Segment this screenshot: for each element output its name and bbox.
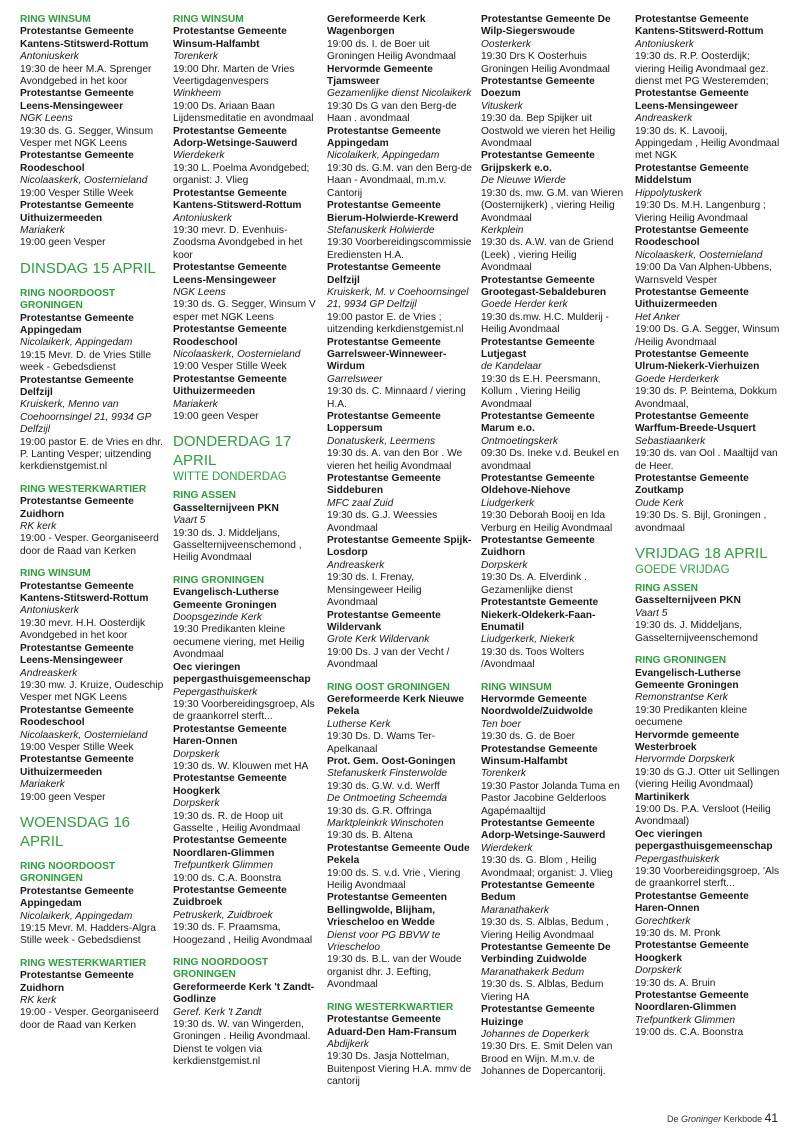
church-name: Protestantse Gemeente Warffum-Breede-Usquert <box>635 411 756 435</box>
church-name: Protestantse Gemeente Spijk-Losdorp <box>327 535 472 559</box>
spacer <box>635 645 782 655</box>
ring-heading: RING GRONINGEN <box>173 574 265 586</box>
service-detail: 19:30 ds. mw. G.M. van Wieren (Oosternijkerk) , viering Heilig Avondmaal <box>481 187 624 224</box>
location: Dorpskerk <box>635 965 682 977</box>
ring-heading: RING NOORDOOST GRONINGEN <box>20 287 116 312</box>
location: Andreaskerk <box>20 667 78 679</box>
service-detail: 19:30 ds. G.J. Weessies Avondmaal <box>327 510 438 534</box>
church-name: Hervormde Gemeente Tjamsweer <box>327 63 433 88</box>
service-detail: 19:30 ds. G.R. Offringa <box>327 805 432 817</box>
location: Lutherse Kerk <box>327 718 391 730</box>
service-detail: 19:30 ds. G.W. v.d. Werff <box>327 780 440 792</box>
service-detail: 19:30 de heer M.A. Sprenger Avondgebed in het koor <box>20 63 152 88</box>
service-detail: 19:30 ds. G. de Boer <box>481 731 576 743</box>
church-name: Protestantse Gemeente Bedum <box>481 880 595 904</box>
location: de Kandelaar <box>481 361 542 373</box>
service-detail: 19:00 geen Vesper <box>173 411 259 422</box>
location: Gorechtkerk <box>635 915 691 927</box>
church-name: Hervormde Gemeente Noordwolde/Zuidwolde <box>481 693 594 718</box>
location: Dorpskerk <box>481 559 528 571</box>
church-name: Gereformeerde Kerk 't Zandt-Godlinze <box>173 981 315 1006</box>
spacer <box>481 672 628 682</box>
spacer <box>20 474 167 484</box>
location: Antoniuskerk <box>20 51 79 63</box>
service-detail: 19:00 ds. I. de Boer uit Groningen Heilig Avondmaal <box>327 38 456 63</box>
location: Goede Herderkerk <box>635 373 719 385</box>
location: Andreaskerk <box>635 113 693 125</box>
service-detail: 19:30 Ds. S. Bijl, Groningen , avondmaal <box>635 510 767 534</box>
church-name: Protestantse Gemeente De Wilp-Siegerswoude <box>481 14 611 38</box>
church-name: Protestantse Gemeente Leens-Mensingeweer <box>20 88 134 112</box>
ring-heading: RING WESTERKWARTIER <box>20 957 147 969</box>
location: Stefanuskerk Finsterwolde <box>327 768 448 780</box>
location: Kruiskerk, M. v Coehoornsingel 21, 9934 GP Delfzijl <box>327 286 469 311</box>
service-detail: 19:00 geen Vesper <box>20 791 106 803</box>
church-name: Protestantse Gemeente Marum e.o. <box>481 411 595 435</box>
church-name: Oec vieringen pepergasthuisgemeenschap <box>173 661 311 686</box>
service-detail: 19:00 geen Vesper <box>20 237 106 249</box>
location: Dorpskerk <box>173 748 220 760</box>
location: Wierdekerk <box>173 150 225 162</box>
location: Nicolaaskerk, Oosternieland <box>20 175 148 187</box>
service-detail: 19:00 Da Van Alphen-Ubbens, Warnsveld Vesper <box>635 262 772 286</box>
service-detail: 19:00 Ds. G.A. Segger, Winsum /Heilig Avondmaal <box>635 324 780 348</box>
service-detail: 19:00 Ds. J van der Vecht / Avondmaal <box>327 646 450 671</box>
location: Hippolytuskerk <box>635 187 702 199</box>
church-name: Protestantse Gemeente Noordlaren-Glimmen <box>635 990 749 1014</box>
location: RK kerk <box>20 521 57 533</box>
service-detail: 19:30 Voorbereidingscommissie Erediensten H.A. <box>327 237 472 261</box>
church-name: Protestantse Gemeente Leens-Mensingeweer <box>635 88 749 112</box>
footer-suffix: Kerkbode <box>723 1114 763 1124</box>
church-name: Evangelisch-Lutherse Gemeente Groningen <box>635 667 741 691</box>
day-subheading: WITTE DONDERDAG <box>173 471 287 484</box>
church-name: Protestantse Gemeente Delfzijl <box>20 374 134 398</box>
location: Mariakerk <box>173 398 218 410</box>
day-heading: WOENSDAG 16 APRIL <box>20 813 131 850</box>
church-name: Protestantse Gemeente Huizinge <box>481 1004 595 1028</box>
service-detail: 19:30 Deborah Booij en Ida Verburg en Heilig Avondmaal <box>481 510 613 534</box>
church-name: Protestantse Gemeente Adorp-Wetsinge-Sauwerd <box>481 818 606 842</box>
location: Dorpskerk <box>173 798 220 810</box>
location: Doopsgezinde Kerk <box>173 612 262 624</box>
footer-prefix: De <box>667 1114 679 1124</box>
location: Torenkerk <box>173 51 218 63</box>
service-detail: 19:30 Predikanten kleine oecumene <box>635 704 748 729</box>
service-detail: 19:30 ds. van Ool . Maaltijd van de Heer. <box>635 448 778 472</box>
location: Nicolaaskerk, Oosternieland <box>20 729 148 741</box>
church-name: Protestantse Gemeente Grijpskerk e.o. <box>481 150 595 174</box>
service-detail: 19:30 ds E.H. Peersmann, Kollum , Viering Heilig Avondmaal <box>481 373 601 410</box>
service-detail: 19:30 ds. A. Bruin <box>635 977 716 989</box>
location: Sebastiaankerk <box>635 435 706 447</box>
location: Mariakerk <box>20 779 65 791</box>
church-name: Protestantse Gemeente Appingedam <box>20 312 134 336</box>
service-detail: 19:00 Vesper Stille Week <box>20 741 134 753</box>
church-name: Protestantste Gemeente Niekerk-Oldekerk-Faan-Enumatil <box>481 597 599 633</box>
service-detail: 19:30 ds. J. Middeljans, Gasselternijveenschemond <box>635 620 758 644</box>
church-name: Protestantse Gemeente Kantens-Stitswerd-Rottum <box>173 187 302 212</box>
service-detail: 19:30 ds. J. Middeljans, Gasselternijveenschemond , Heilig Avondmaal <box>173 527 302 564</box>
service-detail: 19:00 Vesper Stille Week <box>20 187 134 199</box>
service-detail: 19:00 Vesper Stille Week <box>173 361 287 373</box>
service-detail: 19:30 Ds. D. Wams Ter-Apelkanaal <box>327 731 436 755</box>
church-name: Protestantse Gemeente Hoogkerk <box>173 773 287 797</box>
location: Geref. Kerk 't Zandt <box>173 1006 262 1018</box>
service-detail: 19:30 ds. W. van Wingerden, Groningen . Heilig Avondmaal. Dienst te volgen via kerkdienstgemist.nl <box>173 1019 311 1068</box>
service-detail: 19:00 - Vesper. Georganiseerd door de Raad van Kerken <box>20 533 159 557</box>
location: Johannes de Doperkerk <box>481 1028 590 1040</box>
church-name: Protestantse Gemeente Zuidbroek <box>173 885 287 909</box>
church-name: Hervormde gemeente Westerbroek <box>635 729 740 753</box>
location: NGK Leens <box>173 286 226 298</box>
service-detail: 19:00 ds. C.A. Boonstra <box>173 872 282 884</box>
service-detail: 19:30 ds. G. Segger, Winsum V esper met NGK Leens <box>173 299 316 323</box>
church-name: Protestantse Gemeente Leens-Mensingeweer <box>173 262 287 286</box>
ring-heading: RING WESTERKWARTIER <box>20 483 147 495</box>
church-name: Protestantse Gemeente Uithuizermeeden <box>173 373 287 398</box>
location: Nicolaaskerk, Oosternieland <box>635 249 763 261</box>
church-name: Protestantse Gemeente Hoogkerk <box>635 940 749 964</box>
location: Maranathakerk <box>481 904 549 916</box>
service-detail: 19:30 Voorbereidingsgroep, 'Als de graankorrel sterft... <box>635 866 780 890</box>
service-detail: 19:30 ds. G. Segger, Winsum Vesper met NGK Leens <box>20 125 154 150</box>
service-detail: 19:30 ds. I. Frenay, Mensingeweer Heilig Avondmaal <box>327 572 422 609</box>
service-detail: 19:30 Voorbereidingsgroep, Als de graankorrel sterft... <box>173 698 315 723</box>
church-name: Protestantse Gemeente Zuidhorn <box>481 535 595 559</box>
ring-heading: RING WINSUM <box>173 14 244 25</box>
service-detail: 19:30 ds. A. van den Bor . We vieren het heilig Avondmaal <box>327 448 463 472</box>
church-name: Gasselternijveen PKN <box>173 502 279 514</box>
church-name: Protestantse Gemeente Roodeschool <box>20 704 134 729</box>
church-name: Protestantse Gemeente Bierum-Holwierde-Krewerd <box>327 200 459 224</box>
church-name: Protestantse Gemeente Wildervank <box>327 609 441 633</box>
spacer <box>20 948 167 958</box>
church-name: Protestantse Gemeente Appingedam <box>20 885 134 910</box>
ring-heading: RING WESTERKWARTIER <box>327 1001 454 1013</box>
church-name: Protestantse Gemeente Haren-Onnen <box>173 723 287 748</box>
service-detail: 19:30 Ds. M.H. Langenburg ; Viering Heilig Avondmaal <box>635 200 766 224</box>
spacer <box>20 278 167 288</box>
location: Petruskerk, Zuidbroek <box>173 909 273 921</box>
service-detail: 19:30 mevr. H.H. Oosterdijk Avondgebed in het koor <box>20 617 146 642</box>
location: Kruiskerk, Menno van Coehoornsingel 21, 9934 GP Delfzijl <box>20 399 152 436</box>
location: Andreaskerk <box>327 559 385 571</box>
service-detail: 19:00 - Vesper. Georganiseerd door de Raad van Kerken <box>20 1007 159 1031</box>
location: Gezamenlijke dienst Nicolaikerk <box>327 88 472 100</box>
church-name: Protestantse Gemeente Grootegast-Sebaldeburen <box>481 274 607 298</box>
church-name: Protestantse Gemeente Kantens-Stitswerd-Rottum <box>20 580 149 605</box>
location: Oosterkerk <box>481 38 531 50</box>
location: Pepergasthuiskerk <box>173 686 258 698</box>
service-detail: 19:30 Pastor Jolanda Tuma en Pastor Jacobine Gelderloos Agapémaaltijd <box>481 780 620 817</box>
service-detail: 19:30 ds. C. Minnaard / viering H.A. <box>327 386 466 410</box>
location: Dienst voor PG BBVW te Vriescheloo <box>327 929 441 954</box>
service-detail: 19:30 mw. J. Kruize, Oudeschip Vesper met NGK Leens <box>20 679 164 704</box>
service-detail: 19:00 ds. C.A. Boonstra <box>635 1027 744 1039</box>
church-name: Protestantse Gemeenten Bellingwolde, Blijham, Vriescheloo en Wedde <box>327 892 448 929</box>
location: RK kerk <box>20 995 57 1007</box>
location: Liudgerkerk, Niekerk <box>481 634 575 646</box>
location: Marktpleinkrk Winschoten <box>327 818 444 829</box>
location: Vituskerk <box>481 100 523 112</box>
church-name: Protestantse Gemeente Uithuizermeeden <box>635 286 749 311</box>
ring-heading: RING WINSUM <box>20 14 91 25</box>
church-name: Protestantse Gemeente Doezum <box>481 76 595 100</box>
service-detail: 19:30 ds. F. Praamsma, Hoogezand , Heilig Avondmaal <box>173 922 313 946</box>
service-detail: 19:30 L. Poelma Avondgebed; organist: J. Vlieg <box>173 162 310 187</box>
service-detail: 19:30 ds. R.P. Oosterdijk; viering Heilig Avondmaal gez. dienst met PG Westeremden; <box>635 51 769 88</box>
service-detail: 19:15 Mevr. D. de Vries Stille week - Gebedsdienst <box>20 349 151 374</box>
church-name: Martinikerk <box>635 791 690 803</box>
church-name: Protestantse Gemeente Zuidhorn <box>20 496 134 520</box>
location: Garrelsweer <box>327 373 383 385</box>
service-detail: 09:30 Ds. Ineke v.d. Beukel en avondmaal <box>481 448 619 472</box>
ring-heading: RING GRONINGEN <box>635 655 727 667</box>
location: Nicolaikerk, Appingedam <box>20 910 133 922</box>
location: Nicolaikerk, Appingedam <box>327 150 440 162</box>
church-name: Protestantse Gemeente Zoutkamp <box>635 473 749 497</box>
location: Abdijkerk <box>327 1038 369 1050</box>
location: Wierdekerk <box>481 842 533 854</box>
page-number: 41 <box>764 1111 778 1125</box>
location: Torenkerk <box>481 768 526 780</box>
service-detail: 19:30 ds. S. Alblas, Bedum Viering HA <box>481 979 604 1003</box>
service-detail: 19:00 Ds. Ariaan Baan Lijdensmeditatie en avondmaal <box>173 100 314 125</box>
spacer <box>327 992 474 1002</box>
location: Antoniuskerk <box>20 605 79 617</box>
location: Ten boer <box>481 718 521 730</box>
service-detail: 19:30 ds. R. de Hoop uit Gasselte , Heilig Avondmaal <box>173 810 301 834</box>
church-name: Protestantse Gemeente Loppersum <box>327 411 441 435</box>
church-name: Protestantse Gemeente Garrelsweer-Winneweer-Wirdum <box>327 336 447 373</box>
location: Pepergasthuiskerk <box>635 853 720 865</box>
location: NGK Leens <box>20 113 73 125</box>
service-detail: 19:30 ds. S. Alblas, Bedum , Viering Heilig Avondmaal <box>481 917 609 941</box>
church-name: Protestantse Gemeente Ulrum-Niekerk-Vierhuizen <box>635 348 760 373</box>
column-1 <box>20 14 167 1032</box>
footer-brand: Groninger <box>681 1114 722 1124</box>
service-detail: 19:30 ds G.J. Otter uit Sellingen (viering Heilig Avondmaal) <box>635 766 780 791</box>
location: Goede Herder kerk <box>481 299 568 311</box>
service-detail: 19:30 Ds G van den Berg-de Haan . avondmaal <box>327 100 457 125</box>
location: Ontmoetingskerk <box>481 435 559 447</box>
church-name: Protestantse Gemeente Roodeschool <box>20 150 134 174</box>
column-5 <box>635 14 782 1040</box>
column-4 <box>481 14 628 1079</box>
service-detail: 19:30 ds. M. Pronk <box>635 928 721 940</box>
service-detail: 19:00 Ds. P.A. Versloot (Heilig Avondmaal) <box>635 803 771 828</box>
church-name: Protestantse Gemeente Haren-Onnen <box>635 890 749 915</box>
day-heading: DONDERDAG 17 APRIL <box>173 433 292 470</box>
location: Kerkplein <box>481 224 524 236</box>
location: Maranathakerk Bedum <box>481 966 585 978</box>
page-footer <box>667 1111 778 1125</box>
location: Mariakerk <box>20 224 65 236</box>
location: De Ontmoeting Scheemda <box>327 793 448 805</box>
service-detail: 19:30 mevr. D. Evenhuis-Zoodsma Avondgebed in het koor <box>173 224 303 261</box>
service-detail: 19:30 Ds. Jasja Nottelman, Buitenpost Viering H.A. mmv de cantorij <box>327 1051 472 1088</box>
column-2 <box>173 14 320 1069</box>
service-detail: 19:00 ds. S. v.d. Vrie , Viering Heilig Avondmaal <box>327 867 461 892</box>
day-heading: DINSDAG 15 APRIL <box>20 259 156 277</box>
church-name: Protestantse Gemeente Noordlaren-Glimmen <box>173 835 287 859</box>
church-name: Protestantse Gemeente Winsum-Halfambt <box>173 26 287 50</box>
church-name: Protestantse Gemeente Leens-Mensingeweer <box>20 642 134 667</box>
location: De Nieuwe Wierde <box>481 175 566 187</box>
service-detail: 19:30 Drs. E. Smit Delen van Brood en Wijn. M.m.v. de Johannes de Dopercantorij. <box>481 1041 613 1078</box>
church-name: Protestandse Gemeente Winsum-Halfambt <box>481 743 598 767</box>
service-detail: 19:30 ds. Toos Wolters /Avondmaal <box>481 646 585 671</box>
church-name: Gasselternijveen PKN <box>635 595 741 607</box>
location: Oude Kerk <box>635 497 684 509</box>
church-name: Protestantse Gemeente Zuidhorn <box>20 970 134 994</box>
ring-heading: RING ASSEN <box>635 583 699 595</box>
location: Grote Kerk Wildervank <box>327 634 430 646</box>
church-name: Protestantse Gemeente Oldehove-Niehove <box>481 473 595 497</box>
service-detail: 19:15 Mevr. M. Hadders-Algra Stille week - Gebedsdienst <box>20 923 156 947</box>
spacer <box>20 851 167 861</box>
service-detail: 19:00 pastor E. de Vries en dhr. P. Lanting Vesper; uitzending kerkdienstgemist.nl <box>20 436 163 473</box>
service-detail: 19:30 Predikanten kleine oecumene viering, met Heilig Avondmaal <box>173 624 305 661</box>
church-name: Protestantse Gemeente Kantens-Stitswerd-Rottum <box>20 26 149 50</box>
service-detail: 19:00 pastor E. de Vries ; uitzending kerkdienstgemist.nl <box>327 311 464 336</box>
church-name: Protestantse Gemeente Appingedam <box>327 125 441 150</box>
church-name: Prot. Gem. Oost-Goningen <box>327 755 456 767</box>
day-subheading: GOEDE VRIJDAG <box>635 564 730 577</box>
church-name: Protestantse Gemeente Delfzijl <box>327 262 441 286</box>
church-name: Protestantse Gemeente Siddeburen <box>327 473 441 497</box>
location: Stefanuskerk Holwierde <box>327 224 435 236</box>
service-detail: 19:30 ds. G.M. van den Berg-de Haan - Avondmaal, m.m.v. Cantorij <box>327 162 472 199</box>
spacer <box>173 947 320 957</box>
day-heading: VRIJDAG 18 APRIL <box>635 545 768 563</box>
church-name: Protestantse Gemeente Kantens-Stitswerd-Rottum <box>635 14 764 38</box>
location: Liudgerkerk <box>481 497 535 509</box>
church-name: Protestantse Gemeente Oude Pekela <box>327 842 470 867</box>
church-name: Protestantse Gemeente Aduard-Den Ham-Fransum <box>327 1014 457 1038</box>
church-name: Gereformeerde Kerk Wagenborgen <box>327 14 426 38</box>
service-detail: 19:30 ds.mw. H.C. Mulderij - Heilig Avondmaal <box>481 311 609 336</box>
service-detail: 19:30 Drs K Oosterhuis Groningen Heilig Avondmaal <box>481 51 610 75</box>
spacer <box>173 565 320 575</box>
church-name: Protestantse Gemeente De Verbinding Zuidwolde <box>481 942 611 966</box>
location: Nicolaikerk, Appingedam <box>20 337 133 349</box>
service-detail: 19:30 Ds. A. Elverdink . Gezamenlijke dienst <box>481 572 587 596</box>
service-detail: 19:30 ds. A.W. van de Griend (Leek) , viering Heilig Avondmaal <box>481 237 614 274</box>
service-detail: 19:30 ds. W. Klouwen met HA <box>173 760 309 772</box>
service-detail: 19:30 ds. G. Blom , Heilig Avondmaal; organist: J. Vlieg <box>481 855 613 879</box>
ring-heading: RING NOORDOOST GRONINGEN <box>173 957 269 981</box>
location: Trefpuntkerk Glimmen <box>635 1014 736 1026</box>
location: Hervormde Dorpskerk <box>635 754 735 766</box>
ring-heading: RING ASSEN <box>173 490 237 502</box>
church-name: Protestantse Gemeente Roodeschool <box>635 224 749 249</box>
location: Winkheem <box>173 88 222 100</box>
service-detail: 19:30 ds. K. Lavooij, Appingedam , Heilig Avondmaal met NGK <box>635 125 780 162</box>
location: Antoniuskerk <box>635 38 694 50</box>
church-name: Protestantse Gemeente Lutjegast <box>481 336 595 360</box>
church-name: Evangelisch-Lutherse Gemeente Groningen <box>173 587 279 611</box>
service-detail: 19:30 da. Bep Spijker uit Oostwold we vieren het Heilig Avondmaal <box>481 113 616 150</box>
church-name: Protestantse Gemeente Uithuizermeeden <box>20 754 134 778</box>
ring-heading: RING OOST GRONINGEN <box>327 681 450 693</box>
service-detail: 19:30 ds. B. Altena <box>327 830 413 842</box>
church-name: Protestantse Gemeente Middelstum <box>635 162 749 187</box>
church-name: Gereformeerde Kerk Nieuwe Pekela <box>327 693 465 718</box>
location: Nicolaaskerk, Oosternieland <box>173 348 301 360</box>
location: Remonstrantse Kerk <box>635 692 728 704</box>
church-name: Protestantse Gemeente Adorp-Wetsinge-Sauwerd <box>173 125 298 150</box>
location: MFC zaal Zuid <box>327 497 394 509</box>
church-name: Protestantse Gemeente Uithuizermeeden <box>20 200 134 224</box>
location: Vaart 5 <box>635 607 668 619</box>
location: Trefpuntkerk Glimmen <box>173 860 274 872</box>
location: Het Anker <box>635 311 680 323</box>
service-detail: 19:30 ds. B.L. van der Woude organist dhr. J. Eefting, Avondmaal <box>327 954 462 991</box>
column-3 <box>327 14 474 1089</box>
ring-heading: RING NOORDOOST GRONINGEN <box>20 860 116 885</box>
church-name: Oec vieringen pepergasthuisgemeenschap <box>635 828 773 853</box>
service-detail: 19:30 ds. P. Beintema, Dokkum Avondmaal, <box>635 386 777 410</box>
location: Vaart 5 <box>173 515 206 527</box>
church-name: Protestantse Gemeente Roodeschool <box>173 324 287 348</box>
spacer <box>327 672 474 682</box>
spacer <box>20 558 167 568</box>
ring-heading: RING WINSUM <box>20 568 91 580</box>
ring-heading: RING WINSUM <box>481 681 552 693</box>
location: Antoniuskerk <box>173 212 232 224</box>
location: Donatuskerk, Leermens <box>327 435 436 447</box>
service-detail: 19:00 Dhr. Marten de Vries Veertigdagenvespers <box>173 63 295 88</box>
